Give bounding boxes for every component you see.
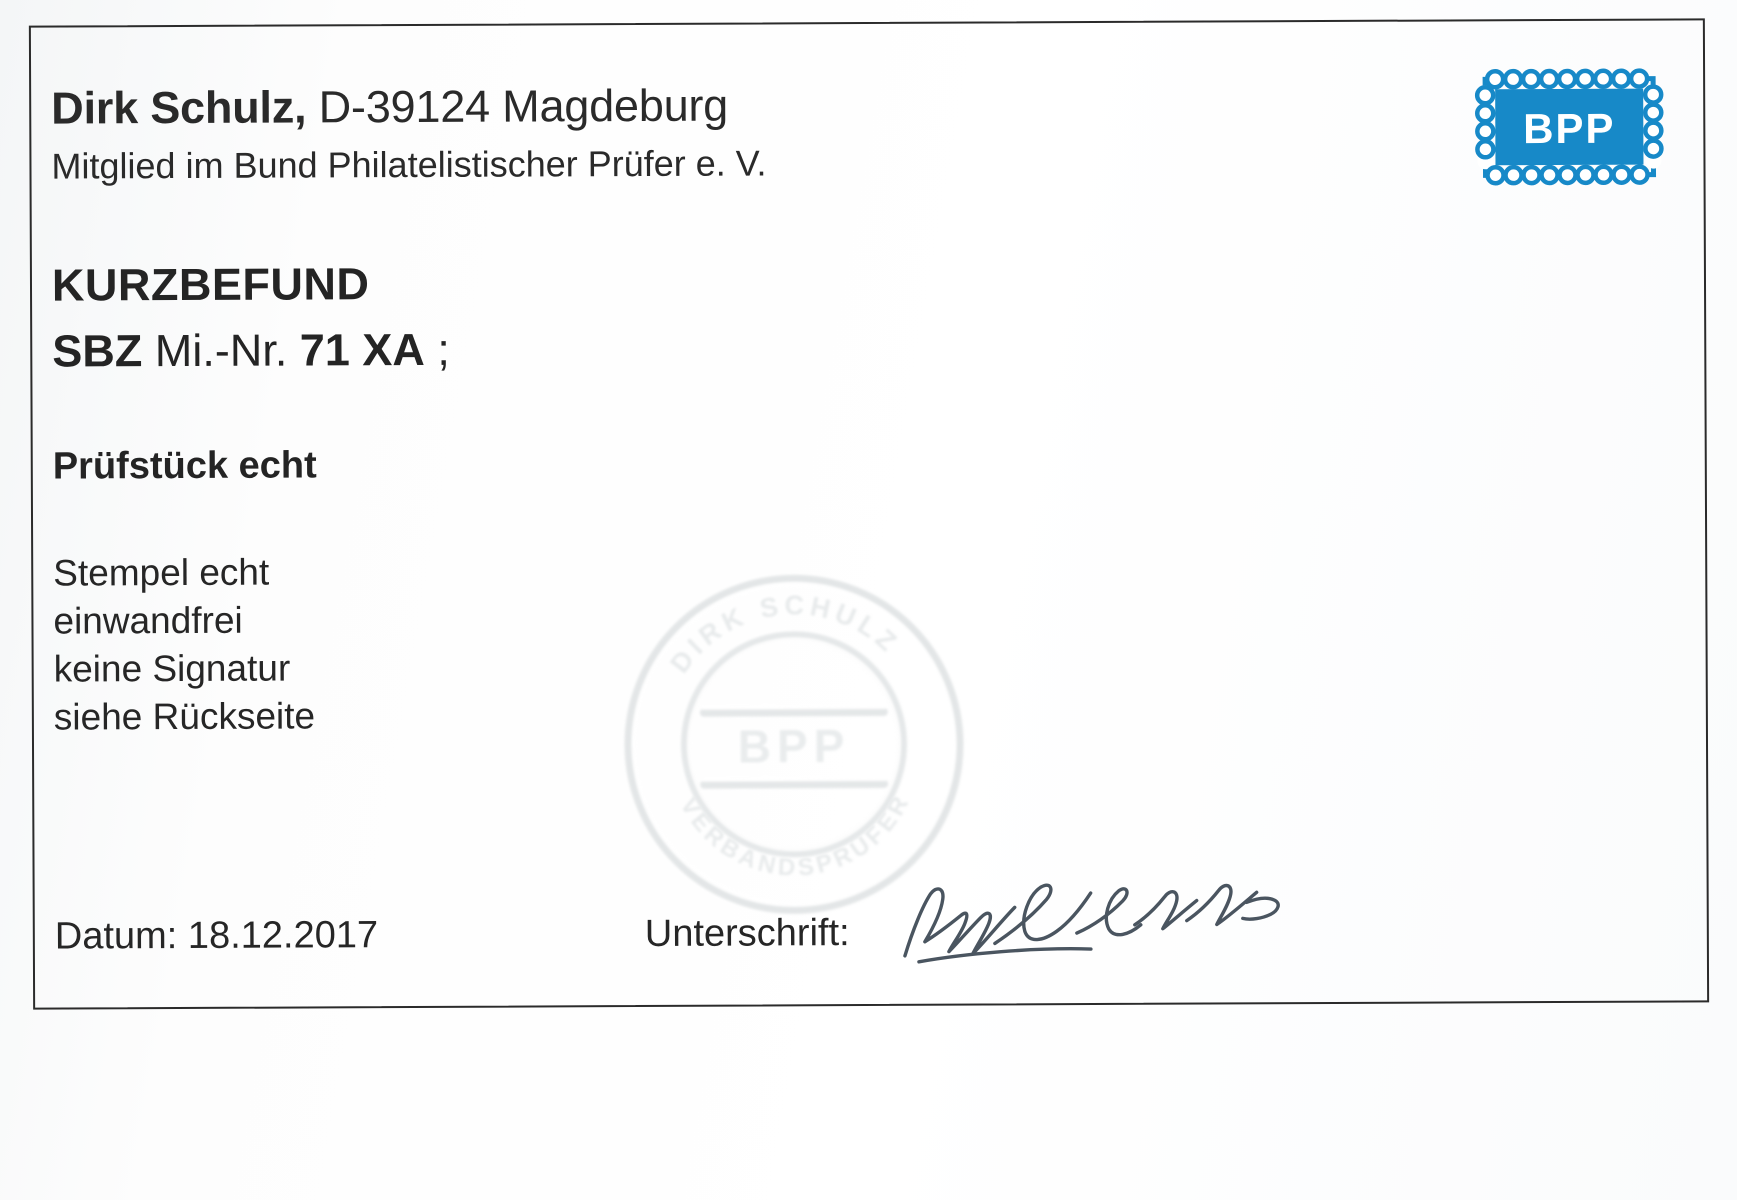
membership-line: Mitglied im Bund Philatelistischer Prüfer e. V.	[51, 142, 767, 187]
catalog-suffix: ;	[424, 323, 450, 375]
handwritten-signature-icon	[895, 868, 1295, 980]
bpp-logo	[1471, 63, 1668, 192]
catalog-number: 71 XA	[299, 323, 425, 376]
date-value: 18.12.2017	[187, 914, 379, 957]
note-line: Stempel echt	[53, 551, 270, 594]
result-text: Prüfstück echt	[52, 444, 317, 488]
catalog-reference-line	[52, 324, 450, 378]
svg-text:DIRK SCHULZ: DIRK SCHULZ	[664, 590, 906, 679]
certificate-card	[29, 18, 1709, 1009]
svg-text:BPP: BPP	[737, 720, 851, 773]
signature-label: Unterschrift:	[644, 912, 850, 955]
certificate-inner	[31, 20, 1707, 1007]
expert-name: Dirk Schulz,	[51, 81, 307, 134]
notes-block	[53, 548, 315, 742]
certificate-heading: KURZBEFUND	[51, 258, 370, 311]
expert-address: D-39124 Magdeburg	[306, 79, 729, 133]
certificate-footer	[55, 908, 1687, 985]
svg-text:VERBANDSPRÜFER: VERBANDSPRÜFER	[674, 788, 916, 882]
certificate-header	[51, 77, 1251, 187]
note-line: siehe Rückseite	[53, 695, 316, 738]
svg-text:BPP: BPP	[1523, 104, 1616, 153]
note-line: einwandfrei	[53, 599, 243, 642]
catalog-label: Mi.-Nr.	[142, 324, 300, 377]
catalog-area: SBZ	[52, 325, 143, 377]
certificate-title-block	[52, 258, 450, 378]
date-field	[55, 914, 378, 958]
date-label: Datum:	[54, 914, 188, 958]
note-line: keine Signatur	[53, 647, 291, 690]
expert-name-line	[51, 77, 1251, 134]
result-block	[53, 444, 317, 488]
